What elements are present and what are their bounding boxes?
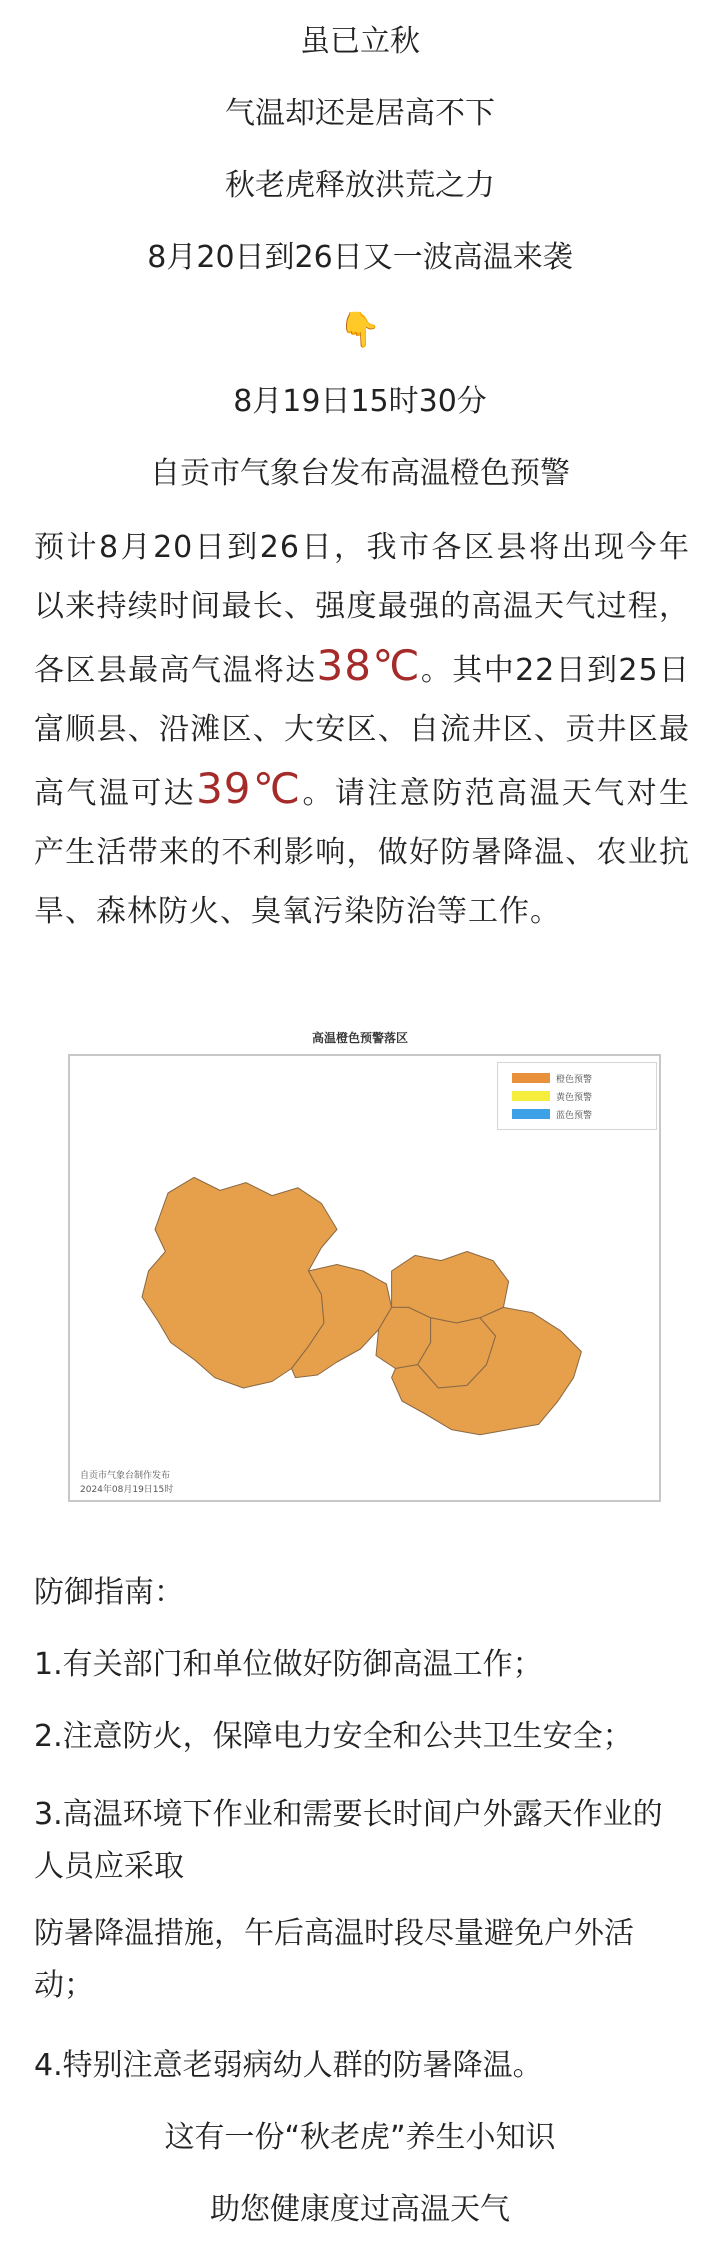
pointing-down-emoji: 👇 <box>338 310 382 350</box>
intro-line-1: 虽已立秋 <box>300 24 420 59</box>
legend-swatch-yellow <box>512 1091 550 1101</box>
forecast-text-3: 。请注意防范高温天气对生产生活带来的不利影响，做好防暑降温、农业抗旱、森林防火、臭氧污染防治等工作。 <box>34 776 691 929</box>
forecast-temp-39: 39℃ <box>196 764 303 813</box>
guide-item-3-part-2: 防暑降温措施，午后高温时段尽量避免户外活动； <box>34 1916 634 2003</box>
map-legend <box>497 1062 657 1130</box>
legend-item-yellow <box>512 1089 592 1103</box>
map-credit-line-1: 自贡市气象台制作发布 <box>80 1471 171 1481</box>
forecast-text-2: 。其中22日到25日富顺县、沿滩区、大安区、自流井区、贡井区最高气温可达 <box>34 653 690 811</box>
intro-line-5: 8月19日15时30分 <box>233 384 487 419</box>
outro-line-1: 这有一份“秋老虎”养生小知识 <box>164 2120 556 2155</box>
legend-item-orange <box>512 1071 592 1085</box>
intro-line-6: 自贡市气象台发布高温橙色预警 <box>150 456 570 491</box>
outro-line-2: 助您健康度过高温天气 <box>210 2192 510 2227</box>
forecast-text-1: 预计8月20日到26日，我市各区县将出现今年以来持续时间最长、强度最强的高温天气过程，各区县最高气温将达 <box>34 530 690 688</box>
forecast-paragraph <box>34 518 690 941</box>
guide-item-4: 4.特别注意老弱病幼人群的防暑降温。 <box>34 2048 543 2083</box>
forecast-temp-38: 38℃ <box>316 641 421 690</box>
map-regions <box>142 1177 581 1434</box>
legend-swatch-orange <box>512 1073 550 1083</box>
intro-line-2: 气温却还是居高不下 <box>225 96 495 131</box>
map-title: 高温橙色预警落区 <box>311 1031 408 1045</box>
map-credit-line-2: 2024年08月19日15时 <box>80 1485 174 1495</box>
guide-heading: 防御指南： <box>34 1575 184 1610</box>
legend-label-orange: 橙色预警 <box>556 1074 593 1085</box>
intro-line-3: 秋老虎释放洪荒之力 <box>225 168 495 203</box>
guide-item-1: 1.有关部门和单位做好防御高温工作； <box>34 1647 543 1682</box>
guide-item-2: 2.注意防火，保障电力安全和公共卫生安全； <box>34 1719 633 1754</box>
intro-line-4: 8月20日到26日又一波高温来袭 <box>147 240 573 275</box>
legend-swatch-blue <box>512 1109 550 1119</box>
guide-item-3-part-1: 3.高温环境下作业和需要长时间户外露天作业的人员应采取 <box>34 1797 663 1884</box>
legend-label-blue: 蓝色预警 <box>556 1110 593 1121</box>
legend-item-blue <box>512 1107 592 1121</box>
legend-label-yellow: 黄色预警 <box>556 1092 593 1103</box>
